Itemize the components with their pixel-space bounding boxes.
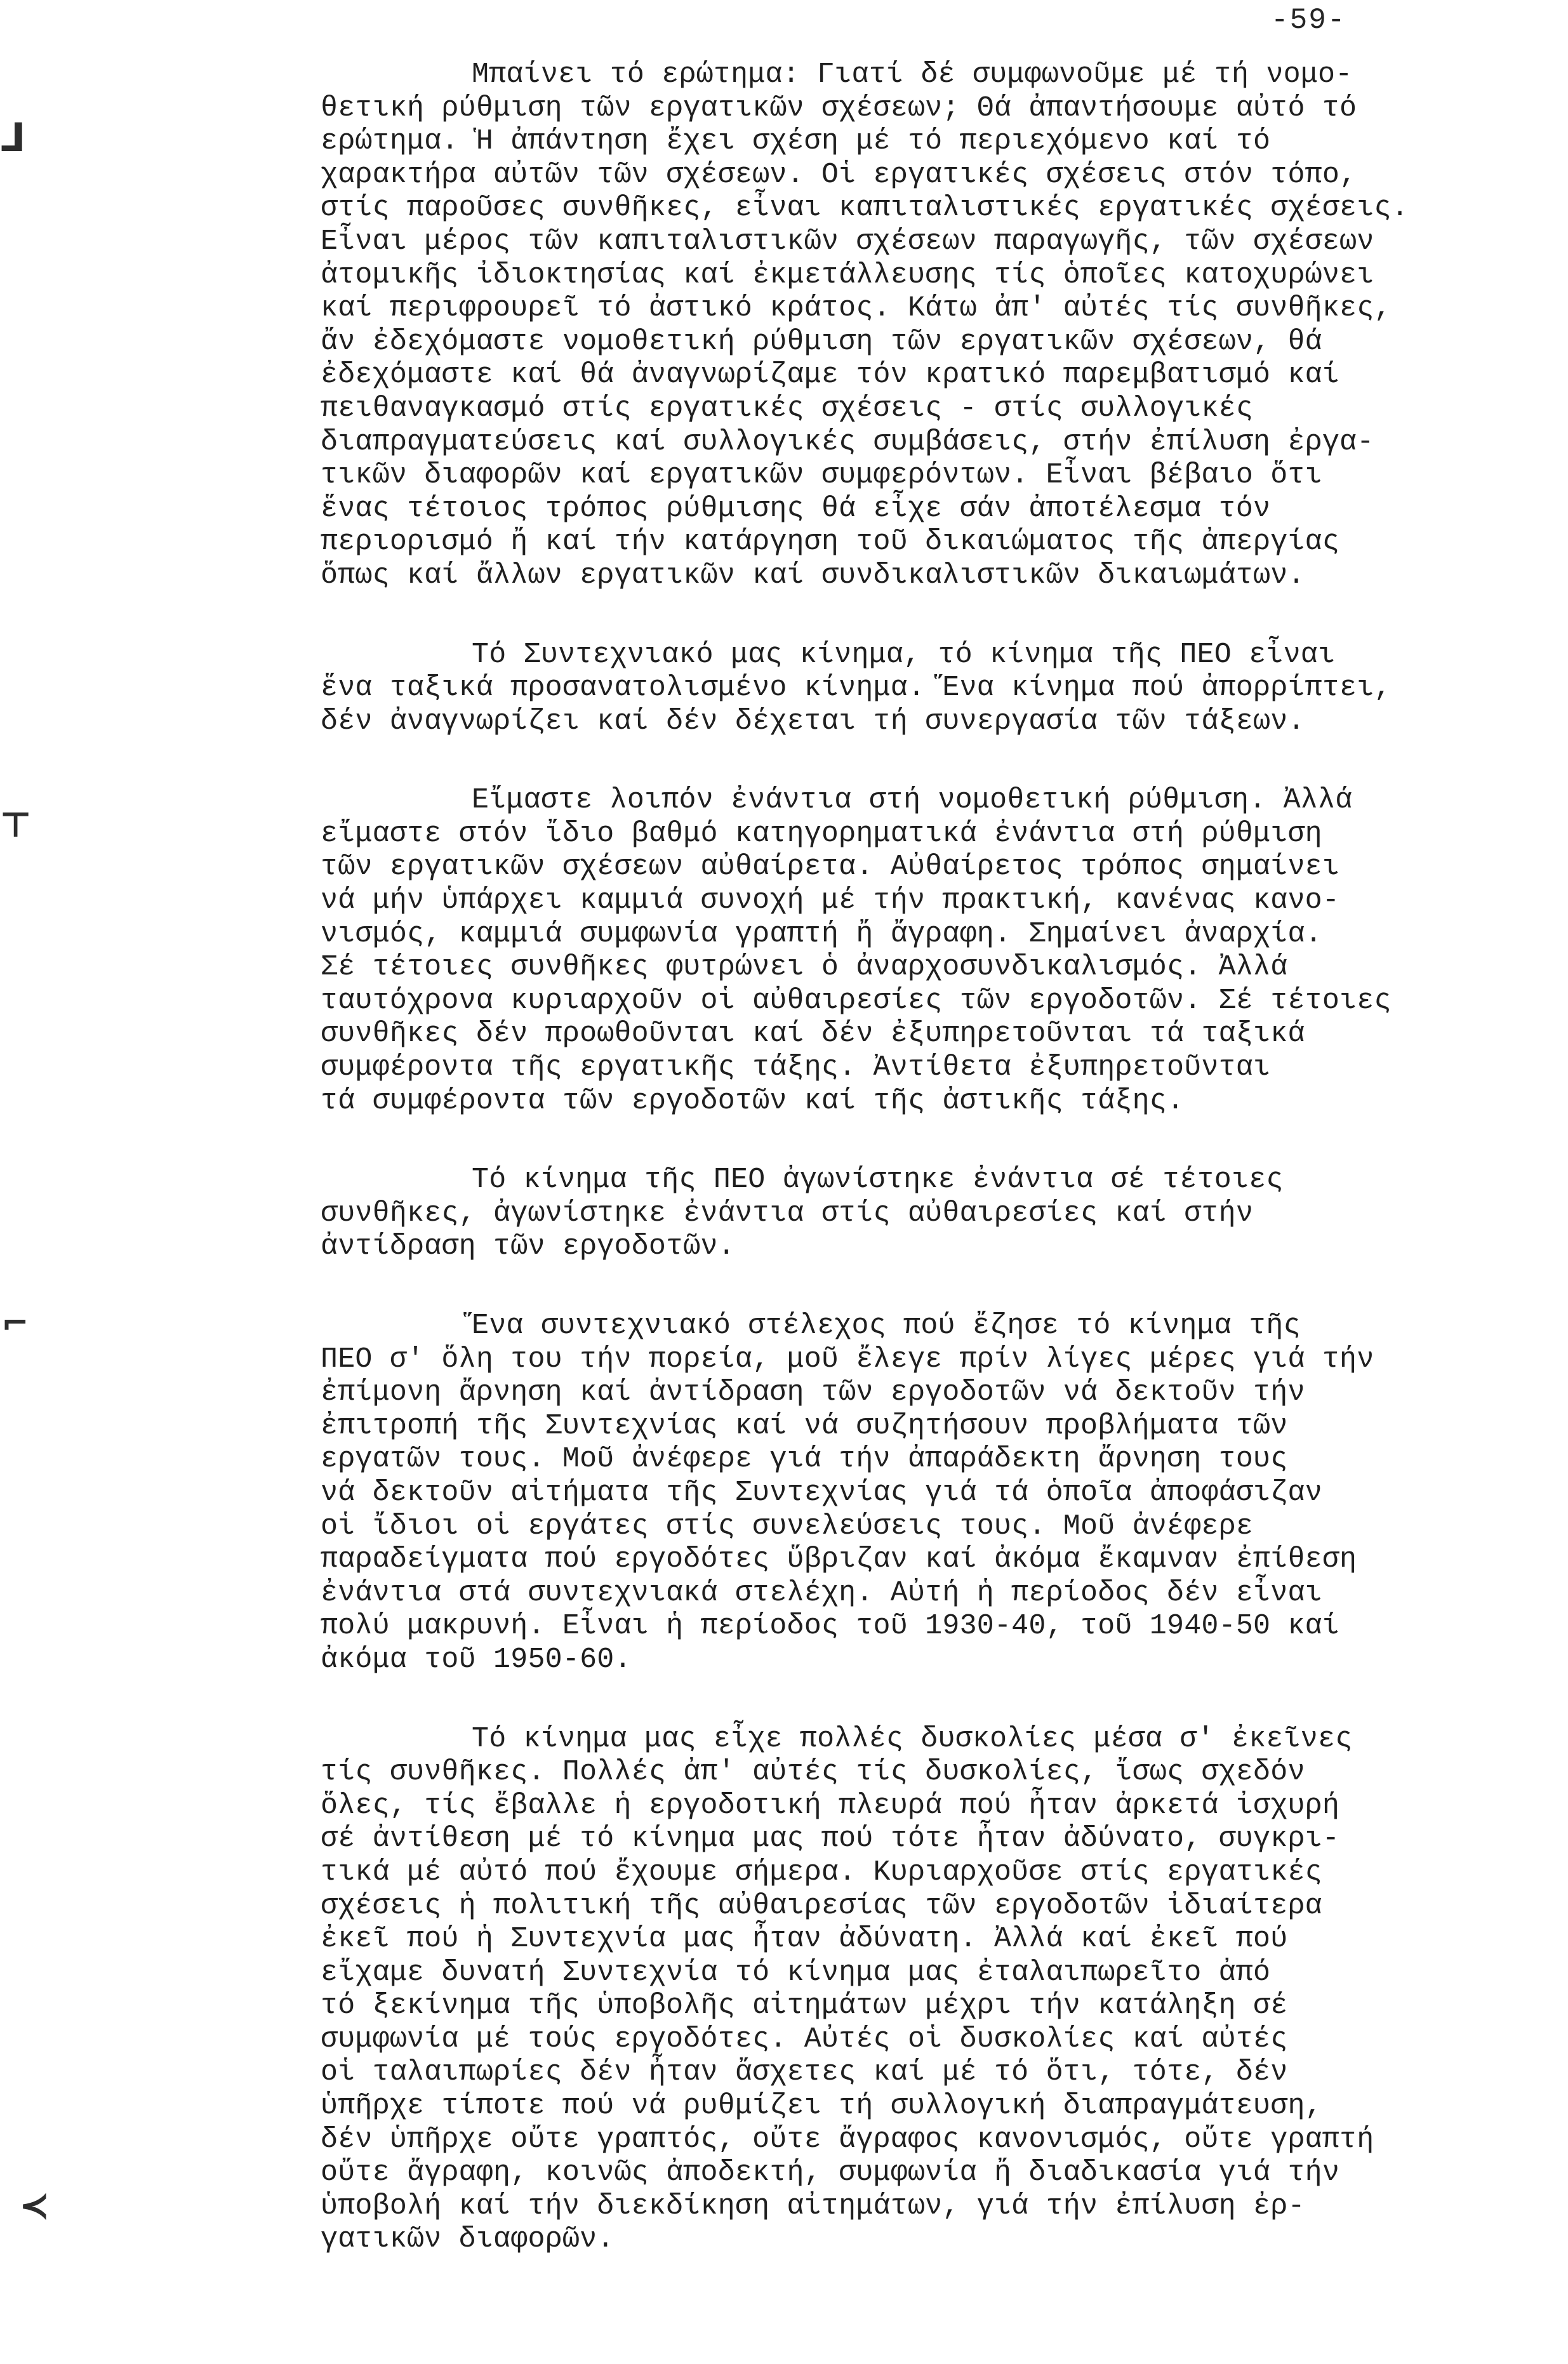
text-line: νά μήν ὑπάρχει καμμιά συνοχή μέ τήν πρακτική, κανένας κανο- xyxy=(321,884,1340,917)
text-line: Σέ τέτοιες συνθῆκες φυτρώνει ὁ ἀναρχοσυνδικαλισμός. Ἀλλά xyxy=(321,951,1288,984)
text-line: ἀτομικῆς ἰδιοκτησίας καί ἐκμετάλλευσης τίς ὁποῖες κατοχυρώνει xyxy=(321,258,1374,291)
text-line: τίς συνθῆκες. Πολλές ἀπ' αὐτές τίς δυσκολίες, ἴσως σχεδόν xyxy=(321,1756,1305,1789)
text-line: ἐνάντια στά συντεχνιακά στελέχη. Αὐτή ἡ περίοδος δέν εἶναι xyxy=(321,1576,1322,1609)
text-line: Τό κίνημα τῆς ΠΕΟ ἀγωνίστηκε ἐνάντια σέ τέτοιες xyxy=(472,1164,1284,1197)
text-line: εἴμαστε στόν ἴδιο βαθμό κατηγορηματικά ἐνάντια στή ρύθμιση xyxy=(321,817,1322,850)
text-line: ἀκόμα τοῦ 1950-60. xyxy=(321,1643,632,1676)
text-line: συμφωνία μέ τούς εργοδότες. Αὐτές οἱ δυσκολίες καί αὐτές xyxy=(321,2022,1288,2055)
paragraph xyxy=(321,784,1498,1118)
text-line: ΠΕΟ σ' ὅλη του τήν πορεία, μοῦ ἔλεγε πρίν λίγες μέρες γιά τήν xyxy=(321,1343,1374,1376)
text-line: συνθῆκες, ἀγωνίστηκε ἐνάντια στίς αὐθαιρεσίες καί στήν xyxy=(321,1197,1254,1230)
text-line: ἐπίμονη ἄρνηση καί ἀντίδραση τῶν εργοδοτῶν νά δεκτοῦν τήν xyxy=(321,1376,1305,1409)
text-line: ὑποβολή καί τήν διεκδίκηση αἰτημάτων, γιά τήν ἐπίλυση ἐρ- xyxy=(321,2189,1305,2222)
text-line: ὑπῆρχε τίποτε πού νά ρυθμίζει τή συλλογική διαπραγμάτευση, xyxy=(321,2090,1322,2123)
text-line: τικῶν διαφορῶν καί εργατικῶν συμφερόντων. Εἶναι βέβαιο ὅτι xyxy=(321,459,1322,492)
text-line: χαρακτήρα αὐτῶν τῶν σχέσεων. Οἱ εργατικές σχέσεις στόν τόπο, xyxy=(321,158,1357,191)
text-line: θετική ρύθμιση τῶν εργατικῶν σχέσεων; Θά ἀπαντήσουμε αὐτό τό xyxy=(321,91,1357,124)
text-line: σέ ἀντίθεση μέ τό κίνημα μας πού τότε ἦταν ἀδύνατο, συγκρι- xyxy=(321,1823,1340,1856)
text-line: διαπραγματεύσεις καί συλλογικές συμβάσεις, στήν ἐπίλυση ἐργα- xyxy=(321,425,1374,458)
text-line: περιορισμό ἤ καί τήν κατάργηση τοῦ δικαιώματος τῆς ἀπεργίας xyxy=(321,526,1340,559)
margin-tick-mark: ⊤ xyxy=(0,805,32,845)
text-line: νισμός, καμμιά συμφωνία γραπτή ἤ ἄγραφη. Σημαίνει ἀναρχία. xyxy=(321,917,1322,950)
paragraph xyxy=(321,1723,1498,2257)
text-line: συμφέροντα τῆς εργατικῆς τάξης. Ἀντίθετα ἐξυπηρετοῦνται xyxy=(321,1051,1271,1084)
text-line: πειθαναγκασμό στίς εργατικές σχέσεις - στίς συλλογικές xyxy=(321,392,1254,425)
text-line: τά συμφέροντα τῶν εργοδοτῶν καί τῆς ἀστικῆς τάξης. xyxy=(321,1084,1185,1117)
text-line: νά δεκτοῦν αἰτήματα τῆς Συντεχνίας γιά τά ὁποῖα ἀποφάσιζαν xyxy=(321,1476,1322,1509)
text-line: εργατῶν τους. Μοῦ ἀνέφερε γιά τήν ἀπαράδεκτη ἄρνηση τους xyxy=(321,1443,1288,1476)
document-body xyxy=(321,58,1498,2257)
text-line: ἐκεῖ πού ἡ Συντεχνία μας ἦταν ἀδύνατη. Ἀλλά καί ἐκεῖ πού xyxy=(321,1923,1288,1956)
text-line: δέν ἀναγνωρίζει καί δέν δέχεται τή συνεργασία τῶν τάξεων. xyxy=(321,705,1305,738)
text-line: ἐδεχόμαστε καί θά ἀναγνωρίζαμε τόν κρατικό παρεμβατισμό καί xyxy=(321,359,1340,392)
text-line: γατικῶν διαφορῶν. xyxy=(321,2223,615,2256)
text-line: Τό Συντεχνιακό μας κίνημα, τό κίνημα τῆς ΠΕΟ εἶναι xyxy=(472,638,1336,671)
text-line: πολύ μακρυνή. Εἶναι ἡ περίοδος τοῦ 1930-40, τοῦ 1940-50 καί xyxy=(321,1610,1340,1643)
text-line: Μπαίνει τό ερώτημα: Γιατί δέ συμφωνοῦμε μέ τή νομο- xyxy=(472,58,1353,91)
text-line: συνθῆκες δέν προωθοῦνται καί δέν ἐξυπηρετοῦνται τά ταξικά xyxy=(321,1018,1305,1051)
text-line: Εἴμαστε λοιπόν ἐνάντια στή νομοθετική ρύθμιση. Ἀλλά xyxy=(472,784,1353,817)
margin-tick-mark: ≺ xyxy=(19,2184,50,2227)
text-line: ἄν ἐδεχόμαστε νομοθετική ρύθμιση τῶν εργατικῶν σχέσεων, θά xyxy=(321,325,1322,358)
text-line: ὅλες, τίς ἔβαλλε ἡ εργοδοτική πλευρά πού ἦταν ἀρκετά ἰσχυρή xyxy=(321,1789,1340,1822)
text-line: Ἕνα συντεχνιακό στέλεχος πού ἔζησε τό κίνημα τῆς xyxy=(472,1310,1301,1342)
margin-tick-mark: ⅃ xyxy=(0,114,25,161)
text-line: καί περιφρουρεῖ τό ἀστικό κράτος. Κάτω ἀπ' αὐτές τίς συνθῆκες, xyxy=(321,292,1392,325)
text-line: τικά μέ αὐτό πού ἔχουμε σήμερα. Κυριαρχοῦσε στίς εργατικές xyxy=(321,1856,1322,1889)
text-line: τό ξεκίνημα τῆς ὑποβολῆς αἰτημάτων μέχρι τήν κατάληξη σέ xyxy=(321,1989,1288,2022)
text-line: Τό κίνημα μας εἶχε πολλές δυσκολίες μέσα σ' ἐκεῖνες xyxy=(472,1722,1353,1755)
text-line: ἀντίδραση τῶν εργοδοτῶν. xyxy=(321,1230,735,1263)
paragraph xyxy=(321,1164,1498,1264)
text-line: ὅπως καί ἄλλων εργατικῶν καί συνδικαλιστικῶν δικαιωμάτων. xyxy=(321,559,1305,592)
text-line: οἱ ταλαιπωρίες δέν ἦταν ἄσχετες καί μέ τό ὅτι, τότε, δέν xyxy=(321,2056,1288,2089)
text-line: ερώτημα. Ἡ ἀπάντηση ἔχει σχέση μέ τό περιεχόμενο καί τό xyxy=(321,125,1271,158)
paragraph xyxy=(321,58,1498,593)
text-line: Εἶναι μέρος τῶν καπιταλιστικῶν σχέσεων παραγωγῆς, τῶν σχέσεων xyxy=(321,225,1374,258)
text-line: παραδείγματα πού εργοδότες ὕβριζαν καί ἀκόμα ἔκαμναν ἐπίθεση xyxy=(321,1543,1357,1576)
text-line: ἕνας τέτοιος τρόπος ρύθμισης θά εἶχε σάν ἀποτέλεσμα τόν xyxy=(321,492,1271,525)
text-line: οὔτε ἄγραφη, κοινῶς ἀποδεκτή, συμφωνία ἤ διαδικασία γιά τήν xyxy=(321,2156,1340,2189)
text-line: στίς παροῦσες συνθῆκες, εἶναι καπιταλιστικές εργατικές σχέσεις. xyxy=(321,192,1409,225)
text-line: εἴχαμε δυνατή Συντεχνία τό κίνημα μας ἐταλαιπωρεῖτο ἀπό xyxy=(321,1956,1271,1989)
text-line: δέν ὑπῆρχε οὔτε γραπτός, οὔτε ἄγραφος κανονισμός, οὔτε γραπτή xyxy=(321,2123,1374,2156)
text-line: τῶν εργατικῶν σχέσεων αὐθαίρετα. Αὐθαίρετος τρόπος σημαίνει xyxy=(321,851,1340,884)
text-line: ταυτόχρονα κυριαρχοῦν οἱ αὐθαιρεσίες τῶν εργοδοτῶν. Σέ τέτοιες xyxy=(321,984,1392,1017)
text-line: ἕνα ταξικά προσανατολισμένο κίνημα. Ἕνα κίνημα πού ἀπορρίπτει, xyxy=(321,672,1392,705)
margin-tick-mark: ⌐ xyxy=(1,1305,29,1343)
page-number: -59- xyxy=(1271,4,1346,37)
paragraph xyxy=(321,639,1498,739)
text-line: σχέσεις ἡ πολιτική τῆς αὐθαιρεσίας τῶν εργοδοτῶν ἰδιαίτερα xyxy=(321,1889,1322,1922)
text-line: οἱ ἴδιοι οἱ εργάτες στίς συνελεύσεις τους. Μοῦ ἀνέφερε xyxy=(321,1510,1254,1543)
text-line: ἐπιτροπή τῆς Συντεχνίας καί νά συζητήσουν προβλήματα τῶν xyxy=(321,1409,1288,1442)
paragraph xyxy=(321,1310,1498,1677)
